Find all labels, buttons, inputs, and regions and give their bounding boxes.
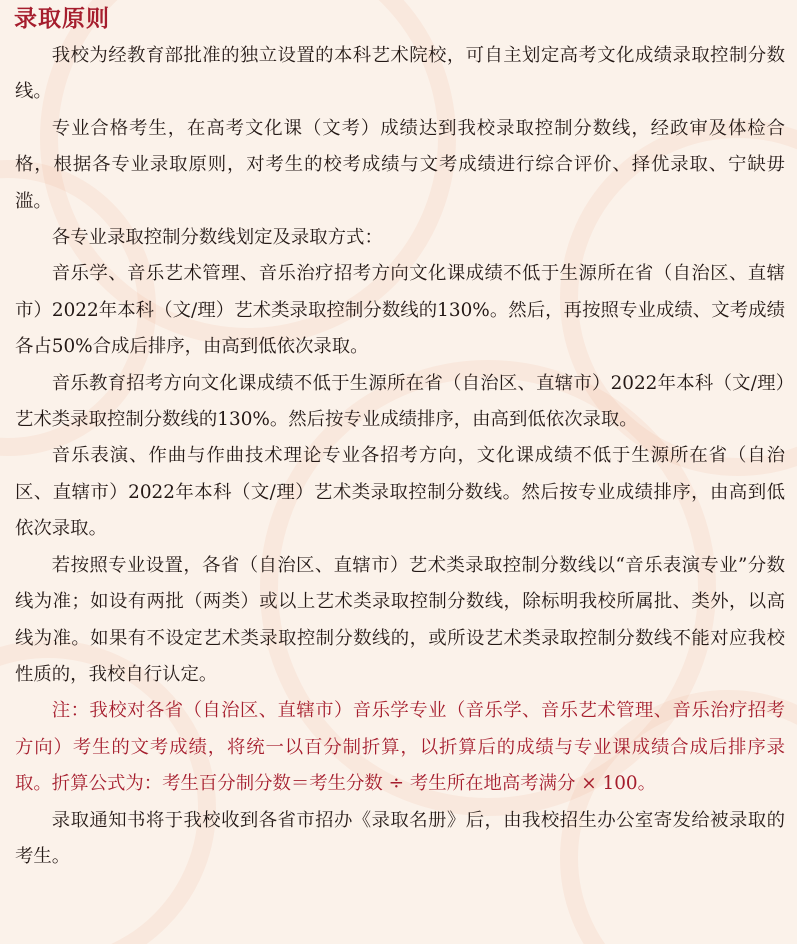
paragraph-note: 注：我校对各省（自治区、直辖市）音乐学专业（音乐学、音乐艺术管理、音乐治疗招考方向）考生的文考成绩，将统一以百分制折算，以折算后的成绩与专业课成绩合成后排序录取。折算公式为：考生百分制分数＝考生分数 ÷ 考生所在地高考满分 × 100。 (15, 700, 785, 795)
document-body (15, 38, 785, 875)
section-title: 录取原则 (14, 6, 110, 32)
paragraph-music-education-rule: 音乐教育招考方向文化课成绩不低于生源所在省（自治区、直辖市）2022年本科（文/理）艺术类录取控制分数线的130%。然后按专业成绩排序，由高到低依次录取。 (15, 372, 785, 431)
paragraph-qualified-candidates: 专业合格考生，在高考文化课（文考）成绩达到我校录取控制分数线，经政审及体检合格，根据各专业录取原则，对考生的校考成绩与文考成绩进行综合评价、择优录取、宁缺毋滥。 (15, 117, 785, 212)
paragraph-province-cutoff-rule: 若按照专业设置，各省（自治区、直辖市）艺术类录取控制分数线以“音乐表演专业”分数线为准；如设有两批（两类）或以上艺术类录取控制分数线，除标明我校所属批、类外，以高线为准。如果有不设定艺术类录取控制分数线的，或所设艺术类录取控制分数线不能对应我校性质的，我校自行认定。 (15, 554, 785, 685)
paragraph-self-set-cutoff: 我校为经教育部批准的独立设置的本科艺术院校，可自主划定高考文化成绩录取控制分数线。 (15, 45, 785, 103)
paragraph-cutoff-intro: 各专业录取控制分数线划定及录取方式： (51, 227, 383, 249)
paragraph-performance-composition-rule: 音乐表演、作曲与作曲技术理论专业各招考方向，文化课成绩不低于生源所在省（自治区、直辖市）2022年本科（文/理）艺术类录取控制分数线。然后按专业成绩排序，由高到低依次录取。 (15, 445, 785, 540)
paragraph-musicology-rule: 音乐学、音乐艺术管理、音乐治疗招考方向文化课成绩不低于生源所在省（自治区、直辖市）2022年本科（文/理）艺术类录取控制分数线的130%。然后，再按照专业成绩、文考成绩各占50%合成后排序，由高到低依次录取。 (15, 263, 785, 358)
paragraph-admission-notice: 录取通知书将于我校收到各省市招办《录取名册》后，由我校招生办公室寄发给被录取的考生。 (15, 809, 785, 867)
